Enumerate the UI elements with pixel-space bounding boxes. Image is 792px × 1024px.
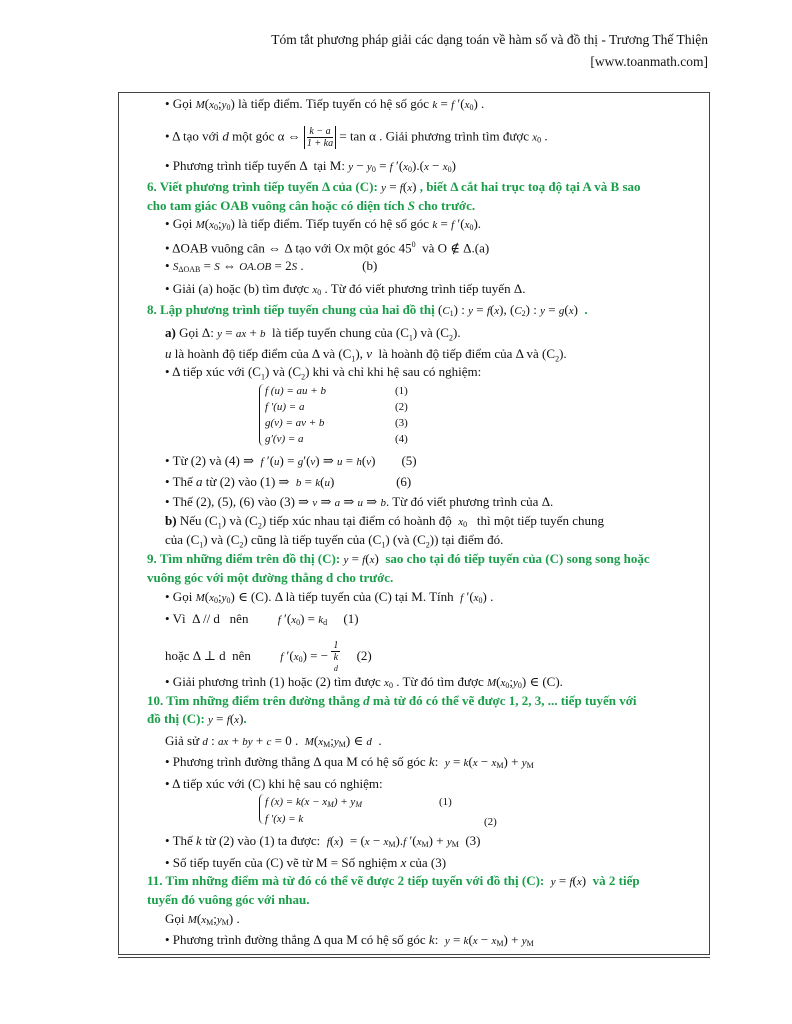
header-title: Tóm tắt phương pháp giải các dạng toán về hàm số và đồ thị - Trương Thế Thiện xyxy=(271,32,708,47)
text-line: 8. Lập phương trình tiếp tuyến chung của hai đồ thị $(C_1)$ : y = f(x), $(C_2)$ : y = g(x) . xyxy=(147,302,588,318)
system2-brace xyxy=(259,794,264,824)
content-frame xyxy=(118,92,710,955)
text-line: • Số tiếp tuyến của (C) vẽ từ M = Số nghiệm x của (3) xyxy=(165,855,447,870)
text-line: 11. Tìm những điểm mà từ đó có thể vẽ được 2 tiếp tuyến với đồ thị (C): y = f(x) và 2 tiếp xyxy=(147,873,640,888)
text-line: • Giải phương trình (1) hoặc (2) tìm được $x_0$ . Từ đó tìm được $M(x_0;y_0)$ ∈ (C). xyxy=(165,674,563,690)
text-line: cho tam giác OAB vuông cân hoặc có diện tích S cho trước. xyxy=(147,198,476,213)
text-line: a) Gọi Δ: y = ax + b là tiếp tuyến chung của $(C_1)$ và $(C_2)$. xyxy=(165,325,461,343)
system2-equation: f $(x) = k(x - x_M) + y_M$ xyxy=(265,796,362,809)
text-line: vuông góc với một đường thẳng d cho trước. xyxy=(147,570,394,585)
system1-equation: f ′(u) = a xyxy=(265,401,305,413)
text-line: • Thế a từ (2) vào (1) ⇒ b = k(u) (6) xyxy=(165,474,412,489)
text-line: Gọi $M(x_M;y_M)$ . xyxy=(165,911,240,927)
text-line: 9. Tìm những điểm trên đồ thị (C): y = f(x) sao cho tại đó tiếp tuyến của (C) song song hoặc xyxy=(147,551,650,566)
text-line: • Δ tiếp xúc với (C) khi hệ sau có nghiệm: xyxy=(165,776,383,791)
text-line: • Gọi $M(x_0;y_0)$ là tiếp điểm. Tiếp tuyến có hệ số góc k = f $'(x_0)$. xyxy=(165,216,482,232)
text-line: 10. Tìm những điểm trên đường thẳng d mà từ đó có thể vẽ được 1, 2, 3, ... tiếp tuyến với xyxy=(147,693,637,708)
text-line: của $(C_1)$ và $(C_2)$ cũng là tiếp tuyến của $(C_1)$ (và $(C_2)$) tại điểm đó. xyxy=(165,532,504,550)
text-line: đồ thị (C): y = f(x). xyxy=(147,711,247,726)
text-line: • Thế k từ (2) vào (1) ta được: $f(x) = (x - x_M).f$ $'(x_M) + y_M$ (3) xyxy=(165,833,481,849)
text-line: tuyến đó vuông góc với nhau. xyxy=(147,892,310,907)
text-line: • Phương trình đường thẳng Δ qua M có hệ số góc k: $y = k(x - x_M) + y_M$ xyxy=(165,932,534,948)
system2-equation: f ′(x) = k xyxy=(265,813,304,825)
text-line: • ΔOAB vuông cân ⇔ Δ tạo với Ox một góc $45^0$ và O ∉ Δ.(a) xyxy=(165,240,490,256)
text-line: • Gọi $M(x_0;y_0)$ ∈ (C). Δ là tiếp tuyến của (C) tại M. Tính f $'(x_0)$ . xyxy=(165,589,494,605)
text-line: • Δ tiếp xúc với $(C_1)$ và $(C_2)$ khi và chỉ khi hệ sau có nghiệm: xyxy=(165,364,482,382)
system1-brace xyxy=(259,384,264,446)
system1-equation-number: (3) xyxy=(395,417,408,429)
text-line: • Thế (2), (5), (6) vào (3) ⇒ v ⇒ a ⇒ u ⇒ b. Từ đó viết phương trình của Δ. xyxy=(165,494,554,509)
header-site: [www.toanmath.com] xyxy=(590,54,708,69)
system2-equation-number: (2) xyxy=(484,816,497,828)
text-line: • Vì Δ // d nên f $'(x_0) = k_d$ (1) xyxy=(165,611,359,627)
system1-equation-number: (4) xyxy=(395,433,408,445)
system1-equation: g(v) = av + b xyxy=(265,417,325,429)
text-line: Giả sử d : ax + by + c = 0 . $M(x_M;y_M)$ ∈ d . xyxy=(165,733,382,749)
text-line: • Giải (a) hoặc (b) tìm được $x_0$ . Từ đó viết phương trình tiếp tuyến Δ. xyxy=(165,281,526,297)
system1-equation: f (u) = au + b xyxy=(265,385,326,397)
system1-equation: g′(v) = a xyxy=(265,433,304,445)
text-line: • Từ (2) và (4) ⇒ f ′(u) = g′(v) ⇒ u = h(v) (5) xyxy=(165,453,417,468)
text-line: • Gọi $M(x_0;y_0)$ là tiếp điểm. Tiếp tuyến có hệ số góc k = f $'(x_0)$ . xyxy=(165,96,485,112)
system1-equation-number: (2) xyxy=(395,401,408,413)
system1-equation-number: (1) xyxy=(395,385,408,397)
text-line: • Phương trình đường thẳng Δ qua M có hệ số góc k: $y = k(x - x_M) + y_M$ xyxy=(165,754,534,770)
text-line: • Phương trình tiếp tuyến Δ tại M: $y - y_0 = f$ $'(x_0).(x - x_0)$ xyxy=(165,158,456,174)
text-line: • Δ tạo với d một góc α ⇔ $\frac{k - a}{1 + ka}$ = tan α . Giải phương trình tìm được $x_0$ . xyxy=(165,126,548,149)
text-line: hoặc Δ ⊥ d nên f $'(x_0)$ = − 1 k d (2) xyxy=(165,640,372,673)
system2-equation-number: (1) xyxy=(439,796,452,808)
text-line: • $S_{\Delta OAB} = S$ ⇔ OA.OB = 2S . (b) xyxy=(165,258,378,274)
text-line: u là hoành độ tiếp điểm của Δ và $(C_1)$, v là hoành độ tiếp điểm của Δ và $(C_2)$. xyxy=(165,346,567,364)
frame-bottom-double-border xyxy=(118,957,710,958)
text-line: b) Nếu $(C_1)$ và $(C_2)$ tiếp xúc nhau tại điểm có hoành độ $x_0$ thì một tiếp tuyến chung xyxy=(165,513,604,531)
text-line: 6. Viết phương trình tiếp tuyến Δ của (C): y = f(x) , biết Δ cắt hai trục toạ độ tại A và B sao xyxy=(147,179,641,194)
